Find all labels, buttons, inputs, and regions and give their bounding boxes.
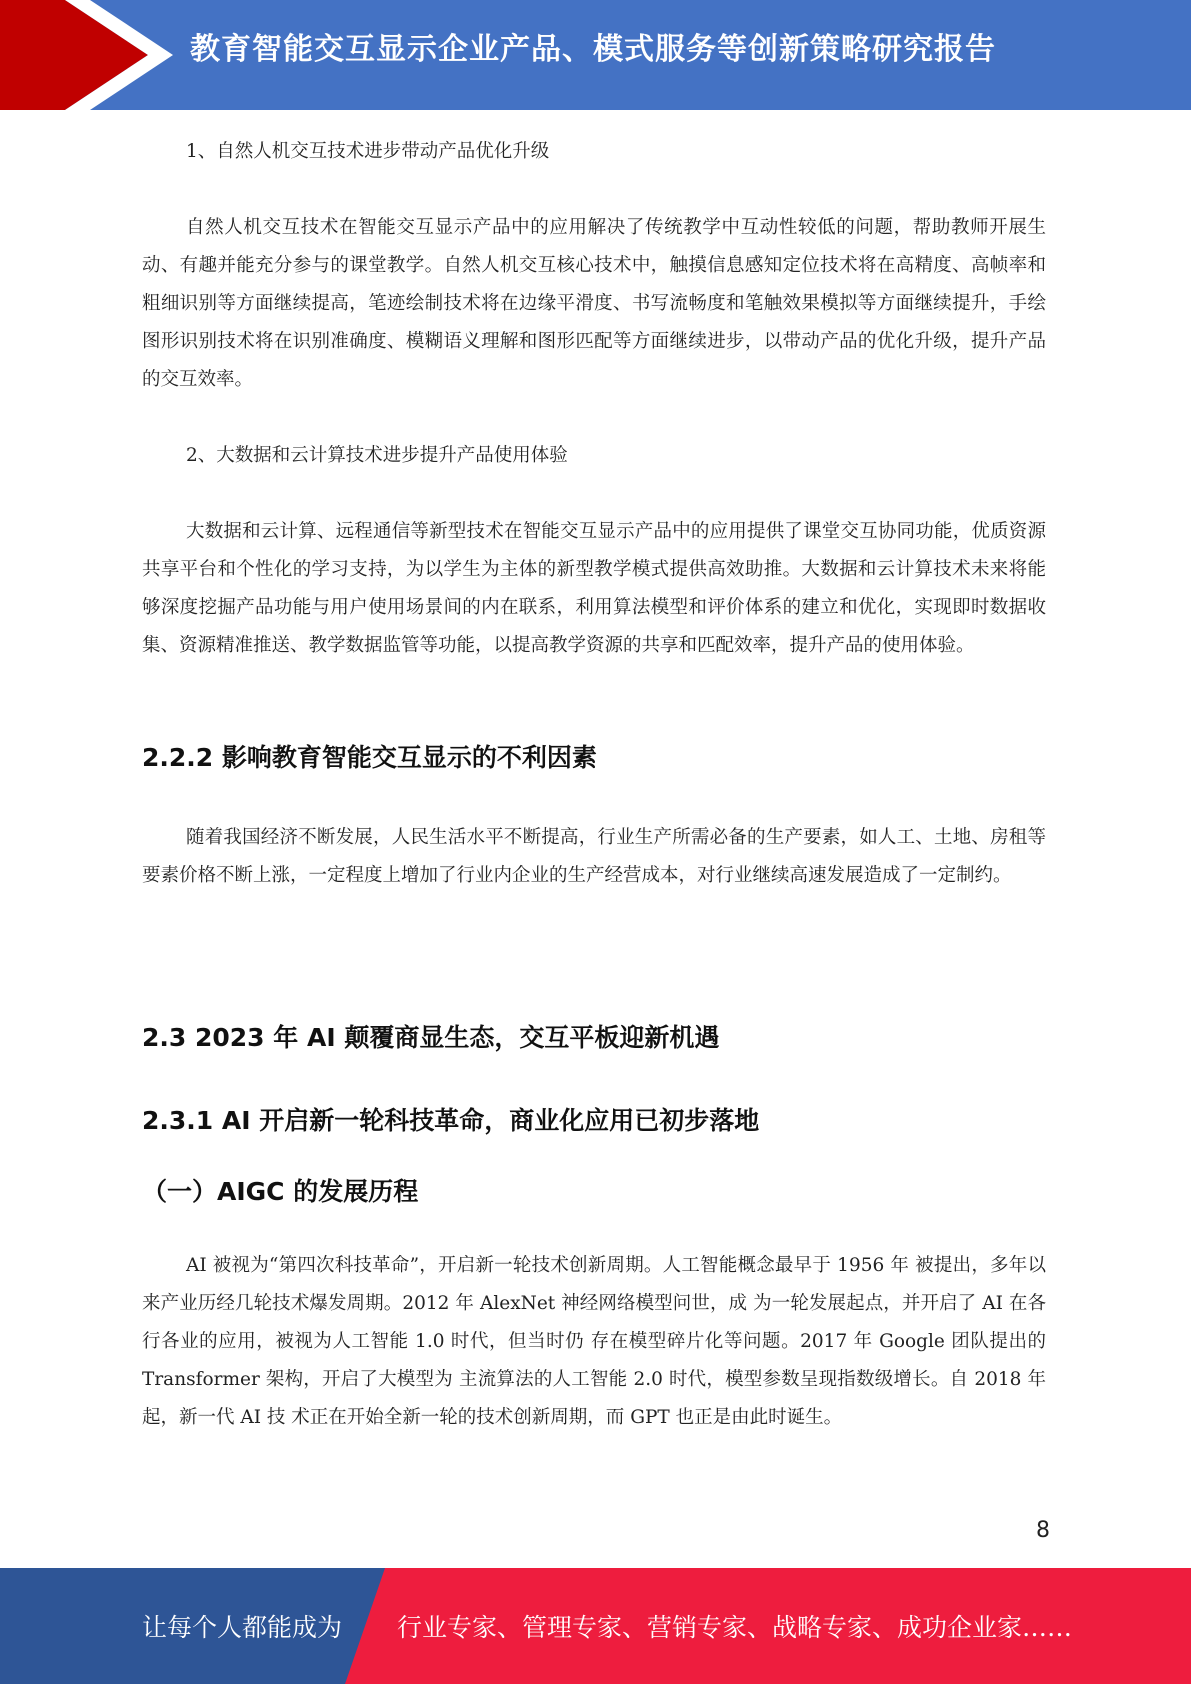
page-number: 8 [1036, 1518, 1050, 1543]
paragraph-4: AI 被视为“第四次科技革命”，开启新一轮技术创新周期。人工智能概念最早于 1956 年 被提出，多年以来产业历经几轮技术爆发周期。2012 年 AlexNet 神经网络模型问世，成 为一轮发展起点，并开启了 AI 在各行各业的应用，被视为人工智能 1.0 时代，但当时仍 存在模型碎片化等问题。2017 年 Google 团队提出的 Transformer 架构，开启了大模型为 主流算法的人工智能 2.0 时代，模型参数呈现指数级增长。自 2018 年起，新一代 AI 技 术正在开始全新一轮的技术创新周期，而 GPT 也正是由此时诞生。 [142, 1255, 1046, 1428]
subheading-1: 1、自然人机交互技术进步带动产品优化升级 [186, 141, 550, 162]
paragraph-3: 随着我国经济不断发展，人民生活水平不断提高，行业生产所需必备的生产要素，如人工、土地、房租等要素价格不断上涨，一定程度上增加了行业内企业的生产经营成本，对行业继续高速发展造成了一定制约。 [142, 827, 1046, 886]
page-header [0, 0, 1191, 110]
section-heading-2-2-2: 2.2.2 影响教育智能交互显示的不利因素 [142, 743, 597, 772]
section-heading-2-3: 2.3 2023 年 AI 颠覆商显生态，交互平板迎新机遇 [142, 1023, 720, 1052]
report-title: 教育智能交互显示企业产品、模式服务等创新策略研究报告 [190, 32, 996, 67]
subheading-2: 2、大数据和云计算技术进步提升产品使用体验 [186, 445, 568, 466]
header-red-chevron [0, 0, 148, 110]
section-heading-2-3-1: 2.3.1 AI 开启新一轮科技革命，商业化应用已初步落地 [142, 1106, 760, 1135]
section-heading-aigc: （一）AIGC 的发展历程 [142, 1177, 419, 1206]
paragraph-1: 自然人机交互技术在智能交互显示产品中的应用解决了传统教学中互动性较低的问题，帮助教师开展生动、有趣并能充分参与的课堂教学。自然人机交互核心技术中，触摸信息感知定位技术将在高精度、高帧率和粗细识别等方面继续提高，笔迹绘制技术将在边缘平滑度、书写流畅度和笔触效果模拟等方面继续提升，手绘图形识别技术将在识别准确度、模糊语义理解和图形匹配等方面继续进步，以带动产品的优化升级，提升产品的交互效率。 [142, 217, 1046, 390]
footer-slogan-left: 让每个人都能成为 [142, 1613, 343, 1642]
paragraph-2: 大数据和云计算、远程通信等新型技术在智能交互显示产品中的应用提供了课堂交互协同功能，优质资源共享平台和个性化的学习支持，为以学生为主体的新型教学模式提供高效助推。大数据和云计算技术未来将能够深度挖掘产品功能与用户使用场景间的内在联系，利用算法模型和评价体系的建立和优化，实现即时数据收集、资源精准推送、教学数据监管等功能，以提高教学资源的共享和匹配效率，提升产品的使用体验。 [142, 521, 1046, 656]
page-footer [0, 1568, 1191, 1684]
footer-slogan-right: 行业专家、管理专家、营销专家、战略专家、成功企业家…… [397, 1613, 1073, 1642]
